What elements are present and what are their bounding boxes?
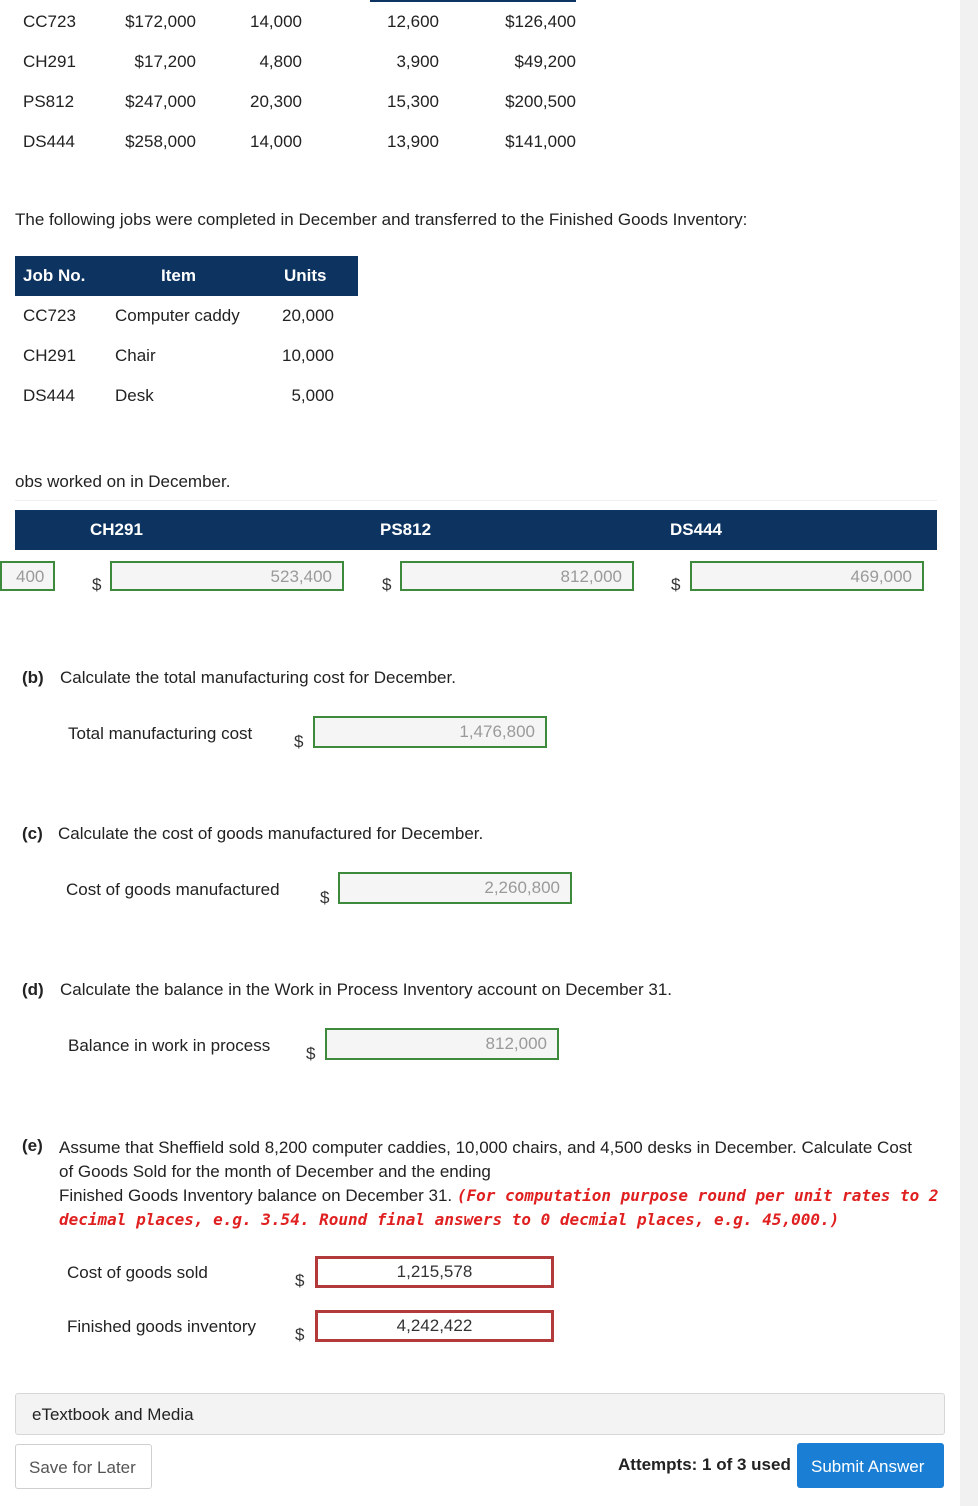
units-cell: 5,000 [291, 386, 334, 405]
header-ps812: PS812 [380, 520, 432, 539]
job-no-cell: DS444 [23, 132, 75, 151]
cost-cell: $17,200 [134, 52, 196, 71]
part-e-line1: Assume that Sheffield sold 8,200 computer caddies, 10,000 chairs, and 4,500 desks in December. Calculate Cost [59, 1138, 913, 1157]
amount-cell: $200,500 [505, 92, 576, 111]
attempts-text: Attempts: 1 of 3 used [618, 1455, 791, 1474]
units-cell: 12,600 [387, 12, 439, 31]
header-ds444: DS444 [670, 520, 722, 539]
cost-of-goods-manufactured-input[interactable]: 2,260,800 [338, 872, 572, 904]
completed-intro: The following jobs were completed in December and transferred to the Finished Goods Inventory: [15, 210, 748, 229]
part-e-label: (e) [22, 1136, 43, 1155]
part-d-question: Calculate the balance in the Work in Process Inventory account on December 31. [60, 980, 673, 999]
etextbook-label: eTextbook and Media [32, 1405, 194, 1424]
units-cell: 20,000 [282, 306, 334, 325]
job-no-cell: CH291 [23, 346, 76, 365]
part-e-line2: of Goods Sold for the month of December and the ending [59, 1162, 491, 1181]
jobs-worked-text: obs worked on in December. [15, 472, 231, 491]
total-manufacturing-cost-input[interactable]: 1,476,800 [313, 716, 547, 748]
part-e-line3-text: Finished Goods Inventory balance on December 31. [59, 1186, 453, 1205]
job-no-cell: PS812 [23, 92, 75, 111]
amount-cell: $49,200 [514, 52, 576, 71]
item-cell: Chair [115, 346, 156, 365]
balance-wip-input[interactable]: 812,000 [325, 1028, 559, 1060]
ch291-cost-input[interactable]: 523,400 [110, 561, 344, 591]
save-for-later-label: Save for Later [29, 1458, 136, 1477]
top-table-header-edge [370, 0, 576, 2]
currency-symbol: $ [92, 575, 102, 594]
currency-symbol: $ [306, 1044, 316, 1063]
rounding-hint-line2: decimal places, e.g. 3.54. Round final answers to 0 decmial places, e.g. 45,000.) [59, 1210, 840, 1229]
job-no-cell: CC723 [23, 306, 76, 325]
submit-answer-button[interactable] [797, 1443, 944, 1488]
scrollbar[interactable] [960, 0, 978, 1506]
hours-cell: 20,300 [250, 92, 302, 111]
part-b-label: (b) [22, 668, 44, 687]
part-c-label: (c) [22, 824, 43, 843]
hours-cell: 14,000 [250, 132, 302, 151]
cost-cell: $172,000 [125, 12, 196, 31]
currency-symbol: $ [295, 1325, 305, 1344]
ds444-cost-input[interactable]: 469,000 [690, 561, 924, 591]
header-ch291: CH291 [90, 520, 143, 539]
units-cell: 13,900 [387, 132, 439, 151]
part-e-line3 [59, 1184, 939, 1208]
job-no-cell: CC723 [23, 12, 76, 31]
currency-symbol: $ [320, 888, 330, 907]
item-cell: Desk [115, 386, 154, 405]
finished-goods-inventory-input[interactable]: 4,242,422 [315, 1310, 554, 1342]
part-e-question [59, 1136, 939, 1232]
total-manufacturing-cost-label: Total manufacturing cost [68, 724, 253, 743]
amount-cell: $141,000 [505, 132, 576, 151]
divider [15, 500, 937, 501]
cost-cell: $258,000 [125, 132, 196, 151]
cost-of-goods-sold-label: Cost of goods sold [67, 1263, 208, 1282]
job-no-cell: CH291 [23, 52, 76, 71]
currency-symbol: $ [382, 575, 392, 594]
etextbook-panel[interactable] [15, 1393, 945, 1435]
part-c-question: Calculate the cost of goods manufactured for December. [58, 824, 484, 843]
cost-of-goods-sold-input[interactable]: 1,215,578 [315, 1256, 554, 1288]
hours-cell: 4,800 [259, 52, 302, 71]
jobs-header-bar [15, 510, 937, 550]
units-cell: 15,300 [387, 92, 439, 111]
currency-symbol: $ [294, 732, 304, 751]
cost-cell: $247,000 [125, 92, 196, 111]
cost-of-goods-manufactured-label: Cost of goods manufactured [66, 880, 280, 899]
rounding-hint: (For computation purpose round per unit rates to 2 [456, 1186, 939, 1205]
hours-cell: 14,000 [250, 12, 302, 31]
finished-goods-inventory-label: Finished goods inventory [67, 1317, 257, 1336]
job-no-cell: DS444 [23, 386, 75, 405]
ps812-cost-input[interactable]: 812,000 [400, 561, 634, 591]
partial-cost-input[interactable]: 400 [0, 561, 55, 591]
header-units: Units [284, 266, 327, 285]
header-job-no: Job No. [23, 266, 86, 285]
save-for-later-button[interactable] [15, 1444, 152, 1489]
part-b-question: Calculate the total manufacturing cost for December. [60, 668, 456, 687]
currency-symbol: $ [671, 575, 681, 594]
amount-cell: $126,400 [505, 12, 576, 31]
units-cell: 3,900 [396, 52, 439, 71]
completed-table-header [15, 256, 358, 296]
currency-symbol: $ [295, 1271, 305, 1290]
part-d-label: (d) [22, 980, 44, 999]
submit-answer-label: Submit Answer [811, 1457, 925, 1476]
item-cell: Computer caddy [115, 306, 240, 325]
balance-wip-label: Balance in work in process [68, 1036, 271, 1055]
header-item: Item [161, 266, 196, 285]
units-cell: 10,000 [282, 346, 334, 365]
